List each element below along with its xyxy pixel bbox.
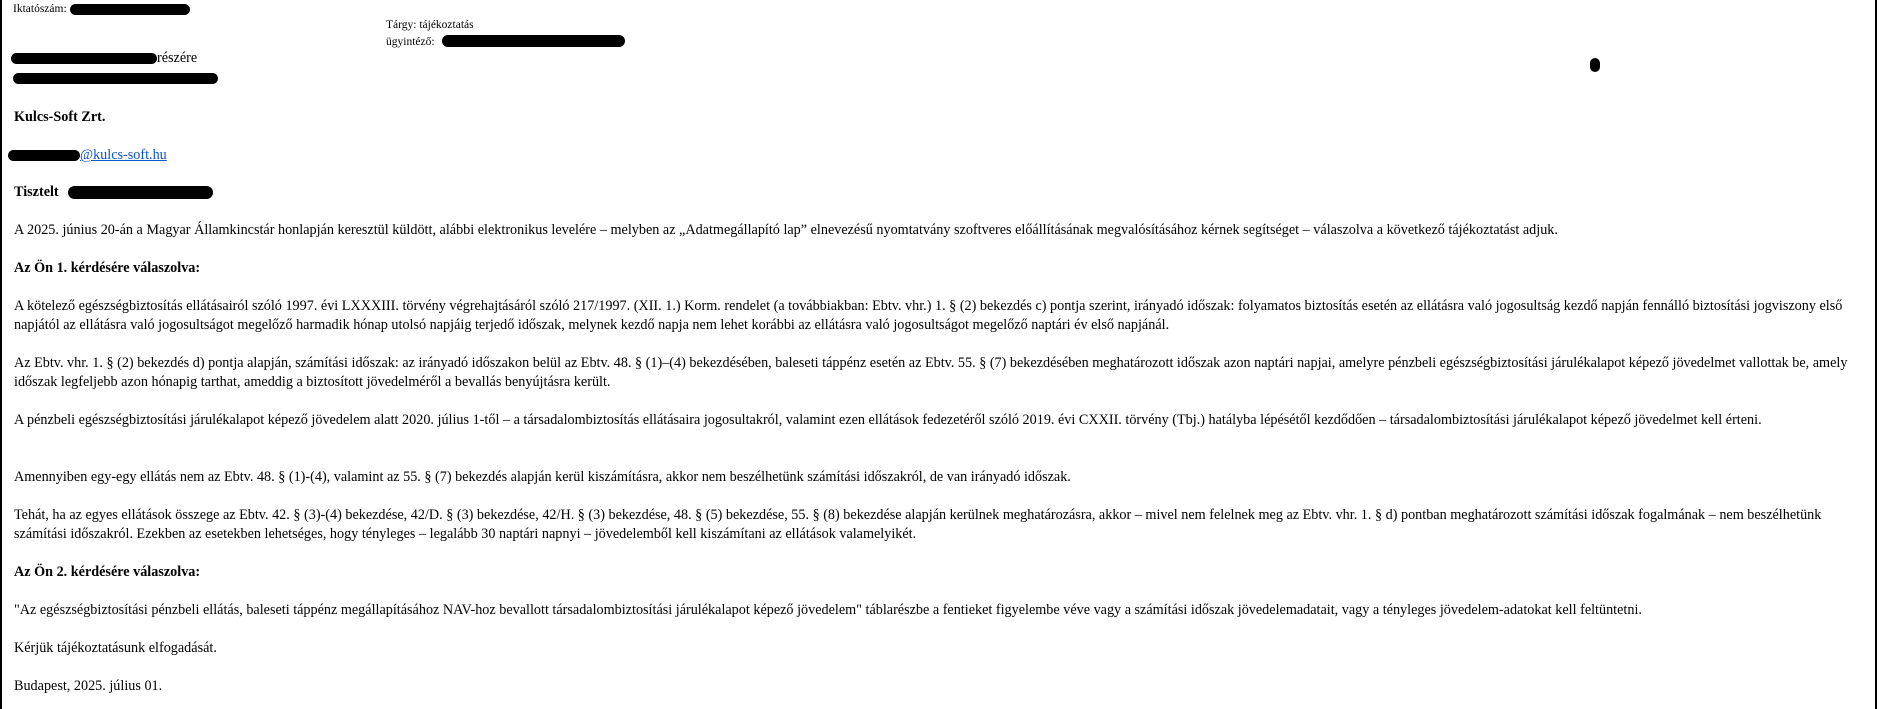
redaction-mark xyxy=(1590,58,1600,72)
redaction-recipient-title xyxy=(13,73,218,84)
registration-number-label: Iktatószám: xyxy=(13,3,67,15)
paragraph-3: A pénzbeli egészségbiztosítási járulékalapot képező jövedelem alatt 2020. július 1-től – a társadalombiztosítás ellátásaira jogosultakról, valamint ezen ellátások fedezetéről szóló 2019. évi CXXII. törvény (Tbj.) hatályba lépésétől kezdődően – társadalombiztosítási járulékalapot képező jövedelmet kell érteni. xyxy=(14,412,1762,428)
paragraph-6: "Az egészségbiztosítási pénzbeli ellátás, baleseti táppénz megállapításához NAV-hoz bevallott társadalombiztosítási járulékalapot képező jövedelem" táblarészbe a fentieket figyelembe véve vagy a számítási időszak jövedelemadatait, vagy a tényleges jövedelem-adatokat kell feltüntetni. xyxy=(14,602,1642,618)
paragraph-4: Amennyiben egy-egy ellátás nem az Ebtv. 48. § (1)-(4), valamint az 55. § (7) bekezdés alapján kerül kiszámításra, akkor nem beszélhetünk számítási időszakról, de van irányadó időszak. xyxy=(14,469,1071,485)
officer-label: ügyintéző: xyxy=(386,36,435,48)
closing-line: Kérjük tájékoztatásunk elfogadását. xyxy=(14,640,217,656)
redaction-email-user xyxy=(8,150,80,161)
q1-heading: Az Ön 1. kérdésére válaszolva: xyxy=(14,260,201,276)
q2-heading: Az Ön 2. kérdésére válaszolva: xyxy=(14,564,201,580)
redaction-greeting-name xyxy=(68,186,213,199)
email-link[interactable]: @kulcs-soft.hu xyxy=(80,147,167,163)
company-name: Kulcs-Soft Zrt. xyxy=(14,109,106,125)
subject-line: Tárgy: tájékoztatás xyxy=(386,19,474,31)
redaction-registration-number xyxy=(70,4,190,15)
recipient-suffix: részére xyxy=(157,50,198,66)
intro-paragraph: A 2025. június 20-án a Magyar Államkincstár honlapján keresztül küldött, alábbi elektronikus levelére – melyben az „Adatmegállapító lap” elnevezésű nyomtatvány szoftveres előállításának megvalósításához kérnek segítséget – válaszolva a következő tájékoztatást adjuk. xyxy=(14,222,1558,238)
redaction-officer xyxy=(442,35,625,47)
place-date: Budapest, 2025. július 01. xyxy=(14,678,163,694)
greeting: Tisztelt xyxy=(14,184,59,200)
paragraph-5: Tehát, ha az egyes ellátások összege az Ebtv. 42. § (3)-(4) bekezdése, 42/D. § (3) bekezdése, 42/H. § (3) bekezdése, 48. § (5) bekezdése, 55. § (8) bekezdése alapján kerülnek meghatározásra, akkor – mivel nem felelnek meg az Ebtv. vhr. 1. § d) pontban meghatározott számítási időszak fogalmának – nem beszélhetünk számítási időszakról. Ezekben az esetekben lehetséges, hogy tényleges – legalább 30 naptári napnyi – jövedelemből kell kiszámítani az ellátások valamelyikét. xyxy=(14,507,1822,542)
paragraph-2: Az Ebtv. vhr. 1. § (2) bekezdés d) pontja alapján, számítási időszak: az irányadó időszakon belül az Ebtv. 48. § (1)–(4) bekezdésében, baleseti táppénz esetén az Ebtv. 55. § (7) bekezdésében meghatározott időszak azon naptári napjai, amelyre pénzbeli egészségbiztosítási járulékalapot képező jövedelmet vallottak be, amely időszak legfeljebb azon hónapig tarthat, ameddig a biztosított jövedelméről a bevallás benyújtásra került. xyxy=(14,355,1848,390)
paragraph-1: A kötelező egészségbiztosítás ellátásairól szóló 1997. évi LXXXIII. törvény végrehajtásáról szóló 217/1997. (XII. 1.) Korm. rendelet (a továbbiakban: Ebtv. vhr.) 1. § (2) bekezdés c) pontja szerint, irányadó időszak: folyamatos biztosítás esetén az ellátásra való jogosultság kezdő napján fennálló biztosítási jogviszony első napjától az ellátásra való jogosultságot megelőző harmadik hónap utolsó napjáig terjedő időszak, melynek kezdő napja nem lehet korábbi az ellátásra való jogosultságot megelőző naptári év első napjánál. xyxy=(14,298,1843,333)
redaction-recipient-name xyxy=(11,53,157,64)
